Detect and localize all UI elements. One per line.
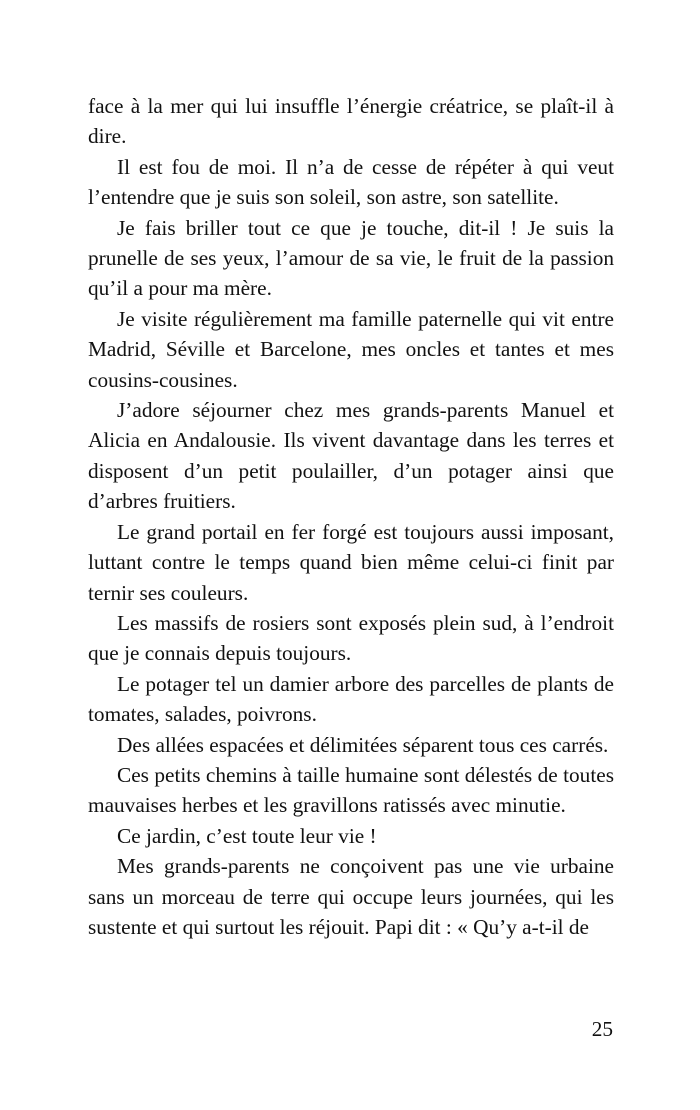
paragraph: Ces petits chemins à taille humaine sont délestés de toutes mauvaises herbes et les gravillons ratissés avec minutie.: [88, 762, 614, 818]
paragraph: J’adore séjourner chez mes grands-parents Manuel et Alicia en Andalousie. Ils vivent davantage dans les terres et disposent d’un petit poulailler, d’un potager ainsi que d’arbres fruitiers.: [88, 398, 614, 514]
paragraph: Les massifs de rosiers sont exposés plein sud, à l’endroit que je connais depuis toujours.: [88, 610, 614, 666]
page-number: 25: [591, 1017, 613, 1041]
paragraph: Des allées espacées et délimitées séparent tous ces carrés.: [117, 732, 609, 757]
paragraph: Je fais briller tout ce que je touche, dit-il ! Je suis la prunelle de ses yeux, l’amour de sa vie, le fruit de la passion qu’il a pour ma mère.: [88, 215, 614, 301]
body-text: [88, 91, 614, 942]
paragraph-continuation: face à la mer qui lui insuffle l’énergie créatrice, se plaît-il à dire.: [88, 94, 614, 149]
paragraph: Le grand portail en fer forgé est toujours aussi imposant, luttant contre le temps quand bien même celui-ci finit par ternir ses couleurs.: [88, 519, 614, 605]
paragraph: Il est fou de moi. Il n’a de cesse de répéter à qui veut l’entendre que je suis son soleil, son astre, son satellite.: [88, 154, 614, 210]
paragraph: Mes grands-parents ne conçoivent pas une vie urbaine sans un morceau de terre qui occupe leurs journées, qui les sustente et qui surtout les réjouit. Papi dit : « Qu’y a-t-il de: [88, 854, 614, 939]
paragraph: Je visite régulièrement ma famille paternelle qui vit entre Madrid, Séville et Barcelone, mes oncles et tantes et mes cousins-cousines.: [88, 306, 614, 392]
paragraph: Le potager tel un damier arbore des parcelles de plants de tomates, salades, poivrons.: [88, 671, 614, 727]
paragraph: Ce jardin, c’est toute leur vie !: [117, 823, 377, 848]
